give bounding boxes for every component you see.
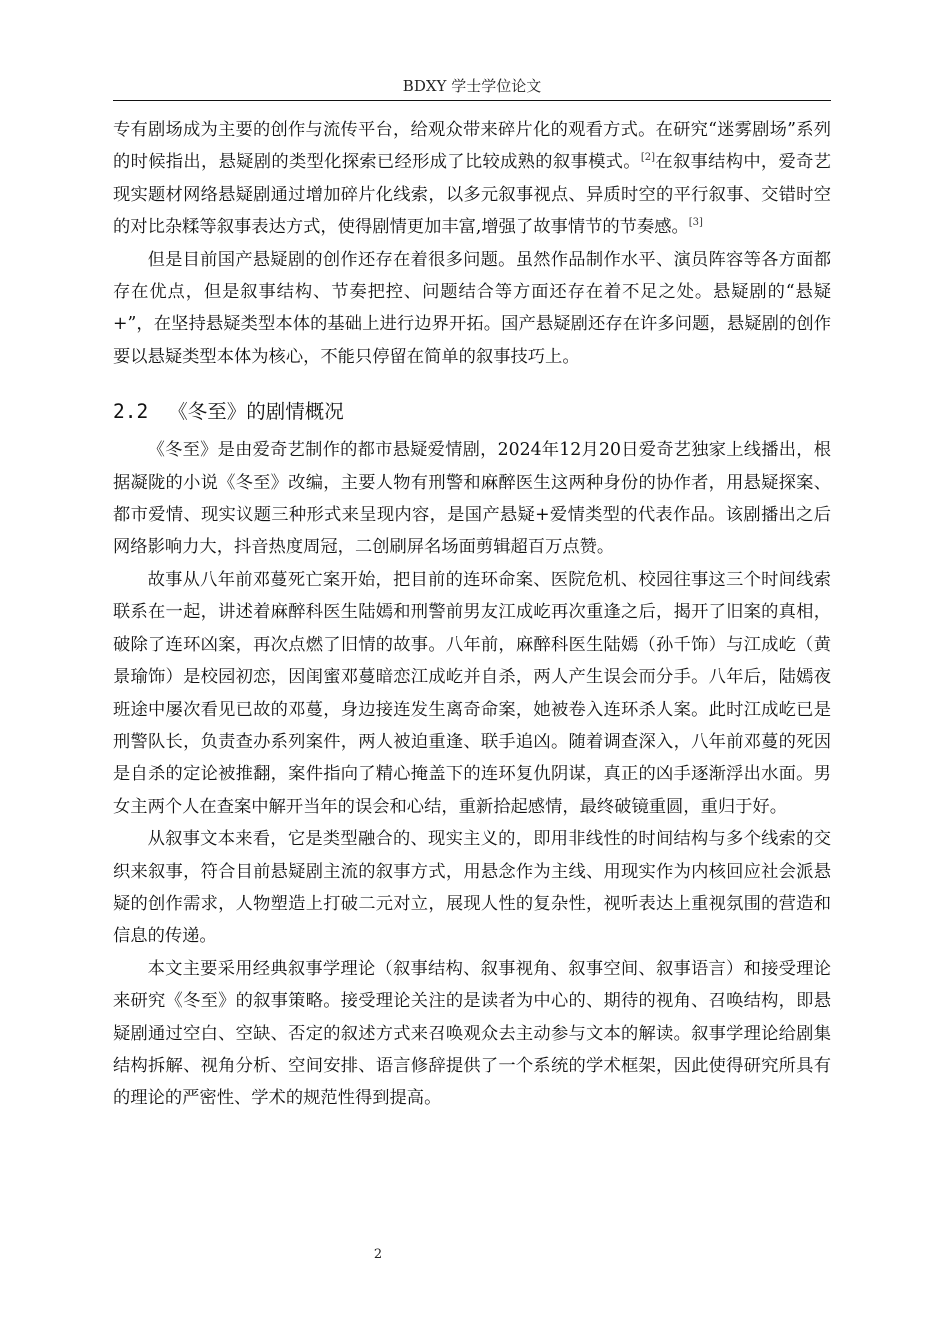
paragraph: 从叙事文本来看，它是类型融合的、现实主义的，即用非线性的时间结构与多个线索的交织来叙事，符合目前悬疑剧主流的叙事方式，用悬念作为主线、用现实作为内核回应社会派悬疑的创作需求，人物塑造上打破二元对立，展现人性的复杂性，视听表达上重视氛围的营造和信息的传递。 xyxy=(113,829,831,947)
citation-marker: [3] xyxy=(688,217,703,229)
paragraph-text: 在叙事结构中，爱奇艺现实题材网络悬疑剧通过增加碎片化线索，以多元叙事视点、异质时空的平行叙事、交错时空的对比杂糅等叙事表达方式，使得剧情更加丰富,增强了故事情节的节奏感。 xyxy=(113,152,831,238)
citation-marker: [2] xyxy=(640,152,656,164)
paragraph: 但是目前国产悬疑剧的创作还存在着很多问题。虽然作品制作水平、演员阵容等各方面都存在优点，但是叙事结构、节奏把控、问题结合等方面还存在着不足之处。悬疑剧的“悬疑+”，在坚持悬疑类型本体的基础上进行边界开拓。国产悬疑剧还存在许多问题，悬疑剧的创作要以悬疑类型本体为核心，不能只停留在简单的叙事技巧上。 xyxy=(113,249,831,367)
paragraph-text: 专有剧场成为主要的创作与流传平台，给观众带来碎片化的观看方式。在研究“迷雾剧场”系列的时候指出，悬疑剧的类型化探索已经形成了比较成熟的叙事模式。 xyxy=(113,120,831,173)
header-rule xyxy=(113,100,831,101)
paragraph: 故事从八年前邓蔓死亡案开始，把目前的连环命案、医院危机、校园往事这三个时间线索联系在一起，讲述着麻醉科医生陆嫣和刑警前男友江成屹再次重逢之后，揭开了旧案的真相，破除了连环凶案，再次点燃了旧情的故事。八年前，麻醉科医生陆嫣（孙千饰）与江成屹（黄景瑜饰）是校园初恋，因闺蜜邓蔓暗恋江成屹并自杀，两人产生误会而分手。八年后，陆嫣夜班途中屡次看见已故的邓蔓，身边接连发生离奇命案，她被卷入连环杀人案。此时江成屹已是刑警队长，负责查办系列案件，两人被迫重逢、联手追凶。随着调查深入，八年前邓蔓的死因是自杀的定论被推翻，案件指向了精心掩盖下的连环复仇阴谋，真正的凶手逐渐浮出水面。男女主两个人在查案中解开当年的误会和心结，重新拾起感情，最终破镜重圆，重归于好。 xyxy=(113,569,831,817)
body-text xyxy=(113,114,831,1115)
page-number: 2 xyxy=(373,1247,383,1262)
section-number: 2.2 xyxy=(113,400,149,424)
section-heading xyxy=(113,397,831,427)
paragraph: 本文主要采用经典叙事学理论（叙事结构、叙事视角、叙事空间、叙事语言）和接受理论来研究《冬至》的叙事策略。接受理论关注的是读者为中心的、期待的视角、召唤结构，即悬疑剧通过空白、空缺、否定的叙述方式来召唤观众去主动参与文本的解读。叙事学理论给剧集结构拆解、视角分析、空间安排、语言修辞提供了一个系统的学术框架，因此使得研究所具有的理论的严密性、学术的规范性得到提高。 xyxy=(113,958,831,1109)
running-header: BDXY 学士学位论文 xyxy=(402,77,542,95)
section-title: 《冬至》的剧情概况 xyxy=(168,400,344,424)
paragraph-continued xyxy=(113,114,831,244)
paragraph: 《冬至》是由爱奇艺制作的都市悬疑爱情剧，2024年12月20日爱奇艺独家上线播出，根据凝陇的小说《冬至》改编，主要人物有刑警和麻醉医生这两种身份的协作者，用悬疑探案、都市爱情、现实议题三种形式来呈现内容，是国产悬疑+爱情类型的代表作品。该剧播出之后网络影响力大，抖音热度周冠，二创刷屏名场面剪辑超百万点赞。 xyxy=(113,440,831,558)
